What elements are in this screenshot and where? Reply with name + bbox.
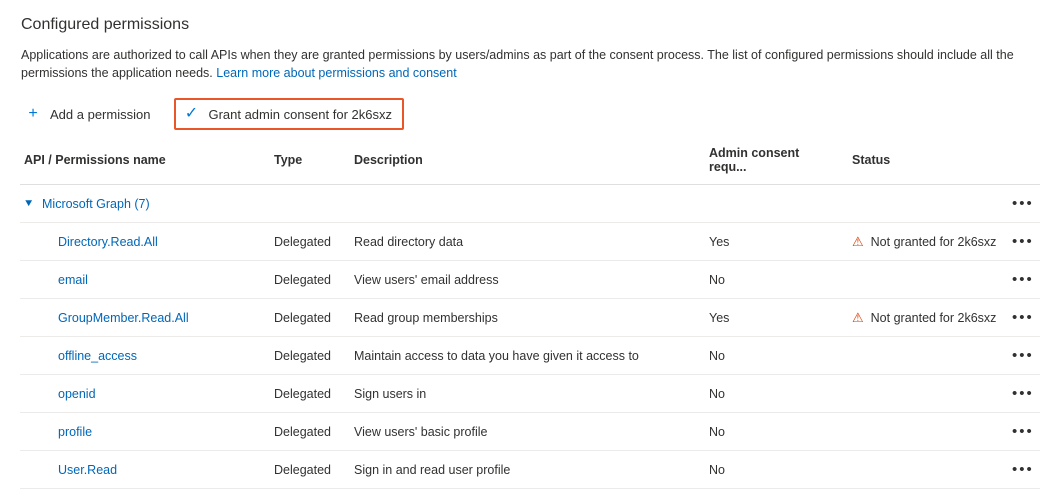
column-header-name: API / Permissions name (20, 140, 270, 185)
permission-name-link[interactable]: openid (58, 386, 96, 401)
permission-admin-consent: Yes (705, 299, 848, 337)
permission-name-link[interactable]: email (58, 272, 88, 287)
permission-description: Read group memberships (350, 299, 705, 337)
permission-type: Delegated (270, 223, 350, 261)
table-row (20, 223, 1040, 261)
column-header-type: Type (270, 140, 350, 185)
permission-admin-consent: No (705, 451, 848, 489)
api-group-row (20, 185, 1040, 223)
permission-admin-consent: No (705, 413, 848, 451)
more-actions-icon[interactable]: ••• (1012, 423, 1034, 440)
plus-icon: + (28, 105, 38, 122)
more-actions-icon[interactable]: ••• (1012, 195, 1034, 212)
permission-admin-consent: Yes (705, 223, 848, 261)
permission-name-link[interactable]: User.Read (58, 462, 118, 477)
permission-type: Delegated (270, 261, 350, 299)
permission-name-link[interactable]: profile (58, 424, 93, 439)
table-header (20, 140, 1040, 185)
table-body (20, 185, 1040, 489)
checkmark-icon: ✓ (184, 105, 199, 122)
permission-type: Delegated (270, 413, 350, 451)
table-row (20, 413, 1040, 451)
more-actions-icon[interactable]: ••• (1012, 233, 1034, 250)
status-badge: Not granted for 2k6sxz (870, 310, 997, 325)
warning-icon: ⚠ (852, 234, 864, 249)
permission-description: Sign users in (350, 375, 705, 413)
more-actions-icon[interactable]: ••• (1012, 461, 1034, 478)
permission-type: Delegated (270, 451, 350, 489)
more-actions-icon[interactable]: ••• (1012, 385, 1034, 402)
table-row (20, 375, 1040, 413)
permission-admin-consent: No (705, 337, 848, 375)
more-actions-icon[interactable]: ••• (1012, 309, 1034, 326)
permission-name-link[interactable]: GroupMember.Read.All (58, 310, 189, 325)
description-text: Applications are authorized to call APIs when they are granted permissions by users/admins as part of the consent process. The list of configured permissions should include all the permissions the application needs. (21, 48, 1014, 80)
column-header-actions (1008, 140, 1040, 185)
warning-icon: ⚠ (852, 310, 864, 325)
page-title: Configured permissions (21, 16, 190, 33)
section-description (21, 46, 1021, 82)
grant-admin-consent-button[interactable] (178, 98, 396, 130)
permission-name-link[interactable]: offline_access (58, 348, 137, 363)
command-bar (20, 98, 1040, 130)
api-group-label[interactable]: Microsoft Graph (7) (42, 196, 150, 211)
add-permission-label: Add a permission (50, 106, 151, 122)
permission-description: Read directory data (350, 223, 705, 261)
table-row (20, 299, 1040, 337)
permission-description: Maintain access to data you have given it access to (350, 337, 705, 375)
api-group-actions-cell (1008, 185, 1040, 223)
permission-description: View users' basic profile (350, 413, 705, 451)
permission-name-link[interactable]: Directory.Read.All (58, 234, 158, 249)
add-permission-button[interactable] (20, 98, 160, 130)
permission-type: Delegated (270, 337, 350, 375)
column-header-status: Status (848, 140, 1008, 185)
table-header-row (20, 140, 1040, 185)
column-header-description: Description (350, 140, 705, 185)
chevron-down-icon[interactable]: ▼ (22, 198, 35, 209)
api-group-cell (20, 185, 1008, 223)
more-actions-icon[interactable]: ••• (1012, 271, 1034, 288)
permission-admin-consent: No (705, 261, 848, 299)
permission-type: Delegated (270, 375, 350, 413)
permission-type: Delegated (270, 299, 350, 337)
permission-description: Sign in and read user profile (350, 451, 705, 489)
table-row (20, 261, 1040, 299)
permissions-table (20, 140, 1040, 489)
grant-admin-consent-highlight (174, 98, 404, 130)
status-badge: Not granted for 2k6sxz (870, 234, 997, 249)
permission-admin-consent: No (705, 375, 848, 413)
more-actions-icon[interactable]: ••• (1012, 347, 1034, 364)
learn-more-link[interactable]: Learn more about permissions and consent (216, 66, 457, 80)
column-header-admin-consent: Admin consent requ... (705, 140, 848, 185)
permission-description: View users' email address (350, 261, 705, 299)
table-row (20, 451, 1040, 489)
grant-admin-consent-label: Grant admin consent for 2k6sxz (208, 106, 392, 122)
table-row (20, 337, 1040, 375)
